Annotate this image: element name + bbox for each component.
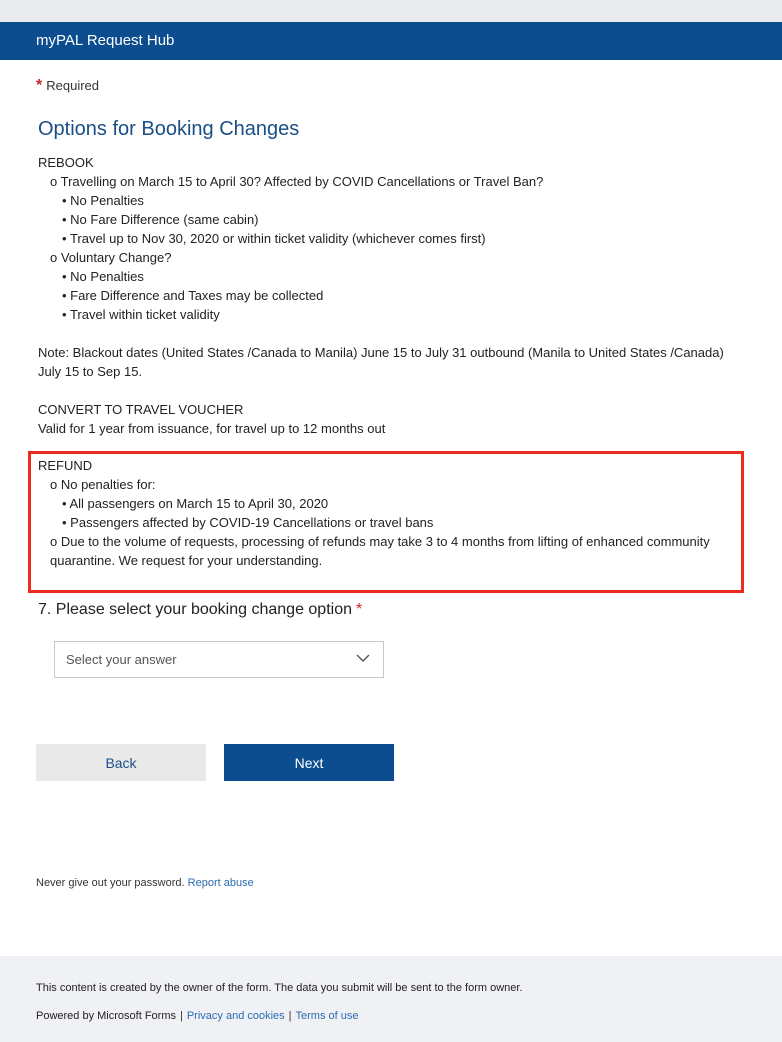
- chevron-down-icon: [355, 650, 371, 666]
- list-item: • All passengers on March 15 to April 30, 2020: [62, 496, 329, 511]
- refund-section: [38, 456, 738, 570]
- privacy-link[interactable]: Privacy and cookies: [186, 1010, 285, 1022]
- required-label: Required: [46, 78, 99, 93]
- refund-line-1: o No penalties for:: [50, 477, 156, 492]
- question-7: [38, 601, 362, 619]
- list-item: • No Penalties: [62, 269, 144, 284]
- terms-link[interactable]: Terms of use: [295, 1010, 359, 1022]
- top-strip: [0, 0, 782, 22]
- required-legend: [36, 77, 99, 95]
- list-item: • Travel up to Nov 30, 2020 or within ticket validity (whichever comes first): [62, 231, 486, 246]
- rebook-heading: REBOOK: [38, 155, 94, 170]
- form-header: [0, 22, 782, 60]
- blackout-note: Note: Blackout dates (United States /Canada to Manila) June 15 to July 31 outbound (Manila to United States /Canada) July 15 to Sep 15.: [38, 345, 724, 379]
- footer-separator: |: [288, 1010, 292, 1022]
- powered-by: Powered by Microsoft Forms: [36, 1010, 176, 1022]
- list-item: • No Fare Difference (same cabin): [62, 212, 259, 227]
- booking-change-select[interactable]: [54, 641, 384, 678]
- back-button[interactable]: Back: [36, 744, 206, 781]
- section-title: Options for Booking Changes: [38, 118, 300, 140]
- footer-links: [36, 1010, 359, 1022]
- question-required-star: *: [356, 601, 363, 618]
- rebook-case-2: o Voluntary Change?: [50, 250, 172, 265]
- report-abuse-link[interactable]: Report abuse: [187, 877, 254, 889]
- password-warning: [36, 877, 254, 889]
- required-star-icon: *: [36, 77, 43, 94]
- question-text: Please select your booking change option: [55, 601, 352, 618]
- list-item: • No Penalties: [62, 193, 144, 208]
- question-number: 7.: [38, 601, 52, 618]
- list-item: • Fare Difference and Taxes may be collected: [62, 288, 324, 303]
- section-description: [38, 153, 748, 438]
- footer-disclaimer: This content is created by the owner of the form. The data you submit will be sent to the form owner.: [36, 982, 523, 994]
- list-item: • Passengers affected by COVID-19 Cancellations or travel bans: [62, 515, 434, 530]
- refund-heading: REFUND: [38, 458, 93, 473]
- voucher-heading: CONVERT TO TRAVEL VOUCHER: [38, 402, 244, 417]
- next-button[interactable]: Next: [224, 744, 394, 781]
- footer-separator: |: [179, 1010, 183, 1022]
- rebook-case-1: o Travelling on March 15 to April 30? Affected by COVID Cancellations or Travel Ban?: [50, 174, 544, 189]
- voucher-text: Valid for 1 year from issuance, for travel up to 12 months out: [38, 421, 386, 436]
- select-placeholder: Select your answer: [66, 652, 177, 667]
- list-item: • Travel within ticket validity: [62, 307, 220, 322]
- refund-line-2: o Due to the volume of requests, processing of refunds may take 3 to 4 months from lifting of enhanced community quarantine. We request for your understanding.: [50, 534, 710, 568]
- form-header-title: myPAL Request Hub: [36, 32, 175, 49]
- password-note: Never give out your password.: [36, 877, 185, 889]
